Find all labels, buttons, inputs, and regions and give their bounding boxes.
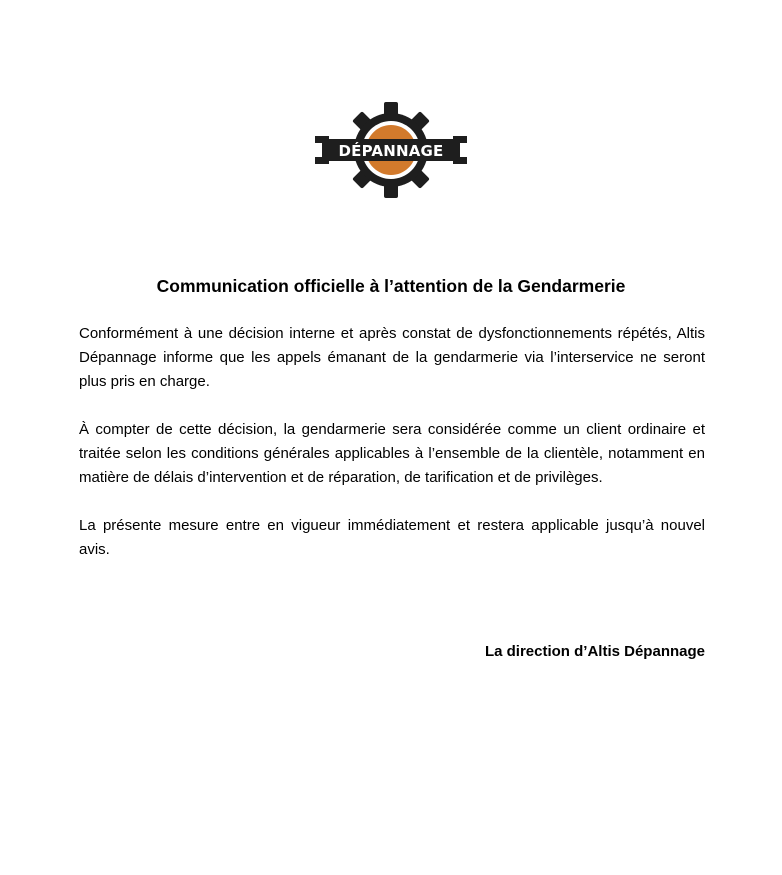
paragraph-3: La présente mesure entre en vigueur immédiatement et restera applicable jusqu’à nouvel avis. (79, 517, 705, 558)
signature: La direction d’Altis Dépannage (484, 643, 705, 660)
paragraph-1: Conformément à une décision interne et après constat de dysfonctionnements répétés, Altis Dépannage informe que les appels émanant de la gendarmerie via l’interservice ne seront plus pris en charge. (79, 325, 705, 390)
document-body (79, 322, 705, 562)
company-logo (311, 100, 471, 200)
paragraph-2: À compter de cette décision, la gendarmerie sera considérée comme un client ordinaire et traitée selon les conditions générales applicables à l’ensemble de la clientèle, notamment en matière de délais d’intervention et de réparation, de tarification et de privilèges. (79, 421, 705, 486)
logo-text: DÉPANNAGE (338, 142, 444, 160)
page-title: Communication officielle à l’attention de la Gendarmerie (156, 276, 626, 296)
